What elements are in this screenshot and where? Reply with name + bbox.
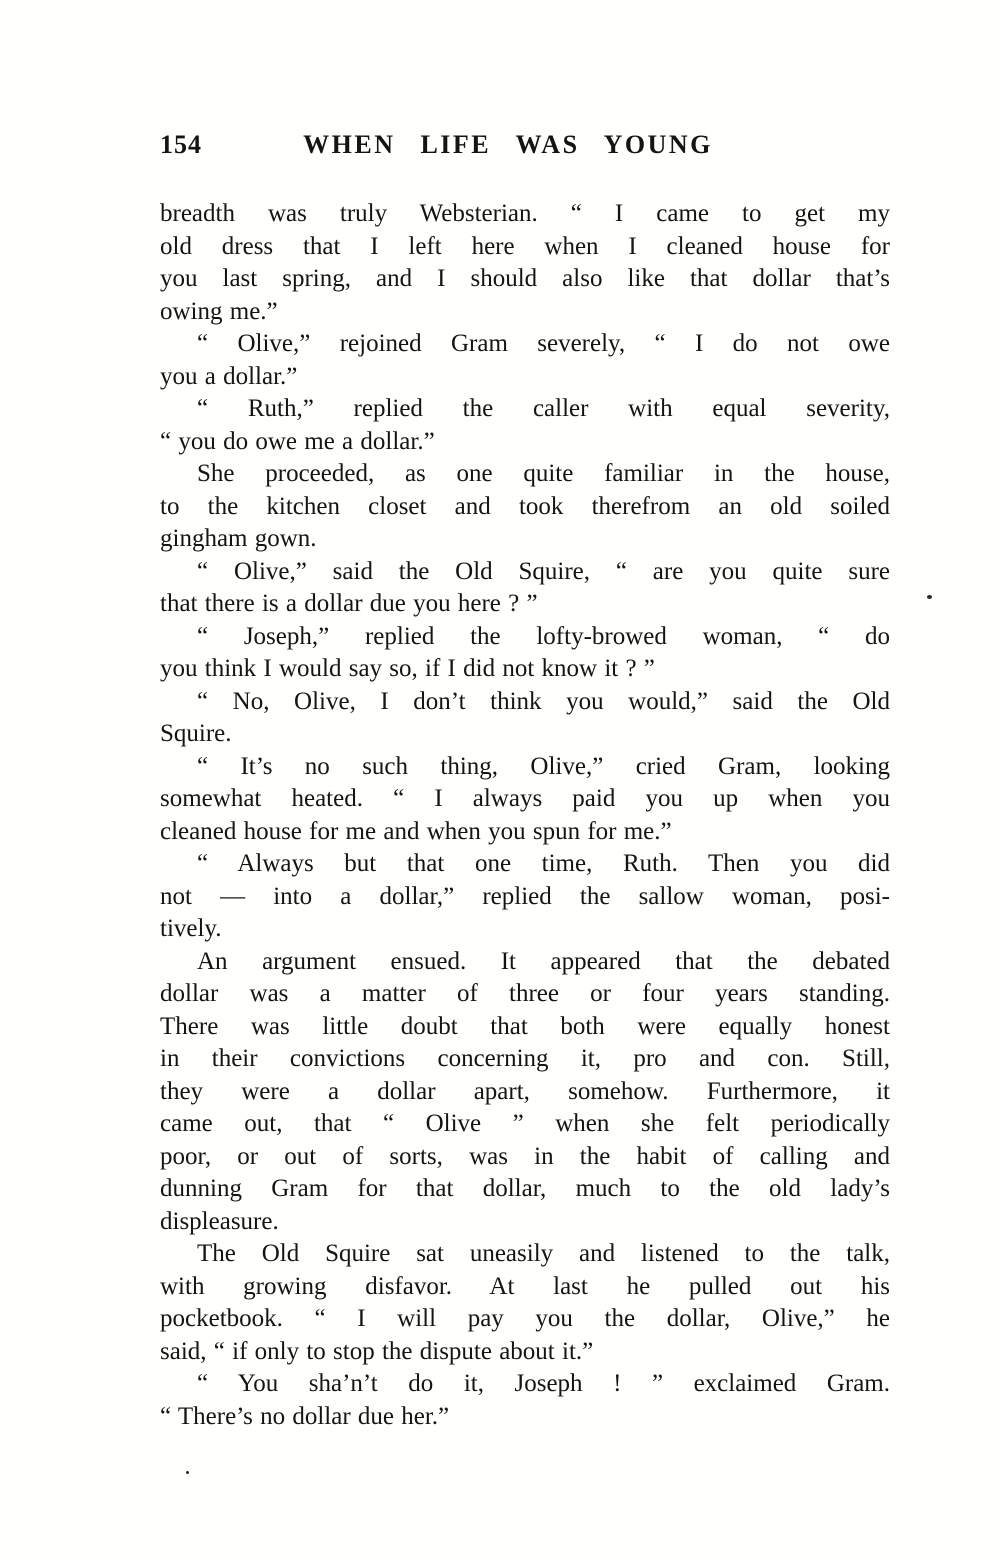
text-line: She proceeded, as one quite familiar in the house,: [197, 460, 890, 487]
text-line: “ It’s no such thing, Olive,” cried Gram, looking: [197, 752, 890, 780]
text-line: “ Joseph,” replied the lofty-browed woman, “ do: [197, 622, 890, 650]
text-line: in their convictions concerning it, pro and con. Still,: [160, 1045, 890, 1072]
paragraph: [160, 458, 890, 556]
paragraph: [160, 686, 890, 751]
text-line: “ There’s no dollar due her.”: [160, 1402, 450, 1430]
paragraph: [160, 328, 890, 393]
text-line: old dress that I left here when I cleaned house for: [160, 232, 890, 260]
text-line: poor, or out of sorts, was in the habit of calling and: [160, 1142, 890, 1170]
text-line: dollar was a matter of three or four years standing.: [160, 980, 890, 1007]
text-line: dunning Gram for that dollar, much to the old lady’s: [160, 1175, 890, 1202]
text-line: breadth was truly Websterian. “ I came to get my: [160, 200, 890, 227]
paragraph: [160, 393, 890, 458]
page-number: 154: [160, 130, 202, 159]
running-title: WHEN LIFE WAS YOUNG: [303, 130, 713, 159]
text-line: they were a dollar apart, somehow. Furthermore, it: [160, 1077, 890, 1105]
text-line: “ You sha’n’t do it, Joseph ! ” exclaimed Gram.: [197, 1370, 890, 1397]
text-line: owing me.”: [160, 297, 278, 325]
text-line: you think I would say so, if I did not know it ? ”: [160, 655, 655, 682]
text-line: “ No, Olive, I don’t think you would,” said the Old: [197, 687, 890, 715]
text-line: “ you do owe me a dollar.”: [160, 427, 435, 455]
text-line: that there is a dollar due you here ? ”: [160, 590, 538, 617]
text-line: “ Ruth,” replied the caller with equal severity,: [197, 395, 890, 422]
text-line: Squire.: [160, 720, 232, 747]
text-line: gingham gown.: [160, 525, 317, 552]
text-line: pocketbook. “ I will pay you the dollar, Olive,” he: [160, 1305, 890, 1332]
body-text: [160, 198, 890, 1433]
paragraph: [160, 1238, 890, 1368]
running-header: [160, 130, 890, 164]
paragraph: [160, 1368, 890, 1433]
text-line: somewhat heated. “ I always paid you up when you: [160, 785, 890, 812]
paragraph: [160, 198, 890, 328]
text-line: came out, that “ Olive ” when she felt periodically: [160, 1110, 890, 1137]
paragraph: [160, 621, 890, 686]
text-line: displeasure.: [160, 1207, 279, 1235]
text-line: An argument ensued. It appeared that the debated: [197, 947, 890, 975]
text-line: tively.: [160, 915, 222, 942]
text-line: The Old Squire sat uneasily and listened to the talk,: [197, 1240, 890, 1267]
paragraph: [160, 848, 890, 946]
text-line: you a dollar.”: [160, 362, 298, 390]
text-line: to the kitchen closet and took therefrom an old soiled: [160, 492, 890, 520]
text-line: with growing disfavor. At last he pulled out his: [160, 1272, 890, 1300]
text-line: said, “ if only to stop the dispute about it.”: [160, 1337, 594, 1365]
text-line: you last spring, and I should also like that dollar that’s: [160, 265, 890, 292]
text-line: “ Always but that one time, Ruth. Then you did: [197, 850, 890, 877]
ink-speck: [186, 1471, 189, 1474]
paragraph: [160, 946, 890, 1239]
ink-speck: [927, 595, 932, 599]
text-line: “ Olive,” rejoined Gram severely, “ I do not owe: [197, 330, 890, 357]
paragraph: [160, 751, 890, 849]
text-line: “ Olive,” said the Old Squire, “ are you quite sure: [197, 557, 890, 585]
paragraph: [160, 556, 890, 621]
text-line: cleaned house for me and when you spun for me.”: [160, 817, 672, 845]
text-line: not — into a dollar,” replied the sallow woman, posi-: [160, 882, 890, 910]
text-line: There was little doubt that both were equally honest: [160, 1012, 890, 1040]
